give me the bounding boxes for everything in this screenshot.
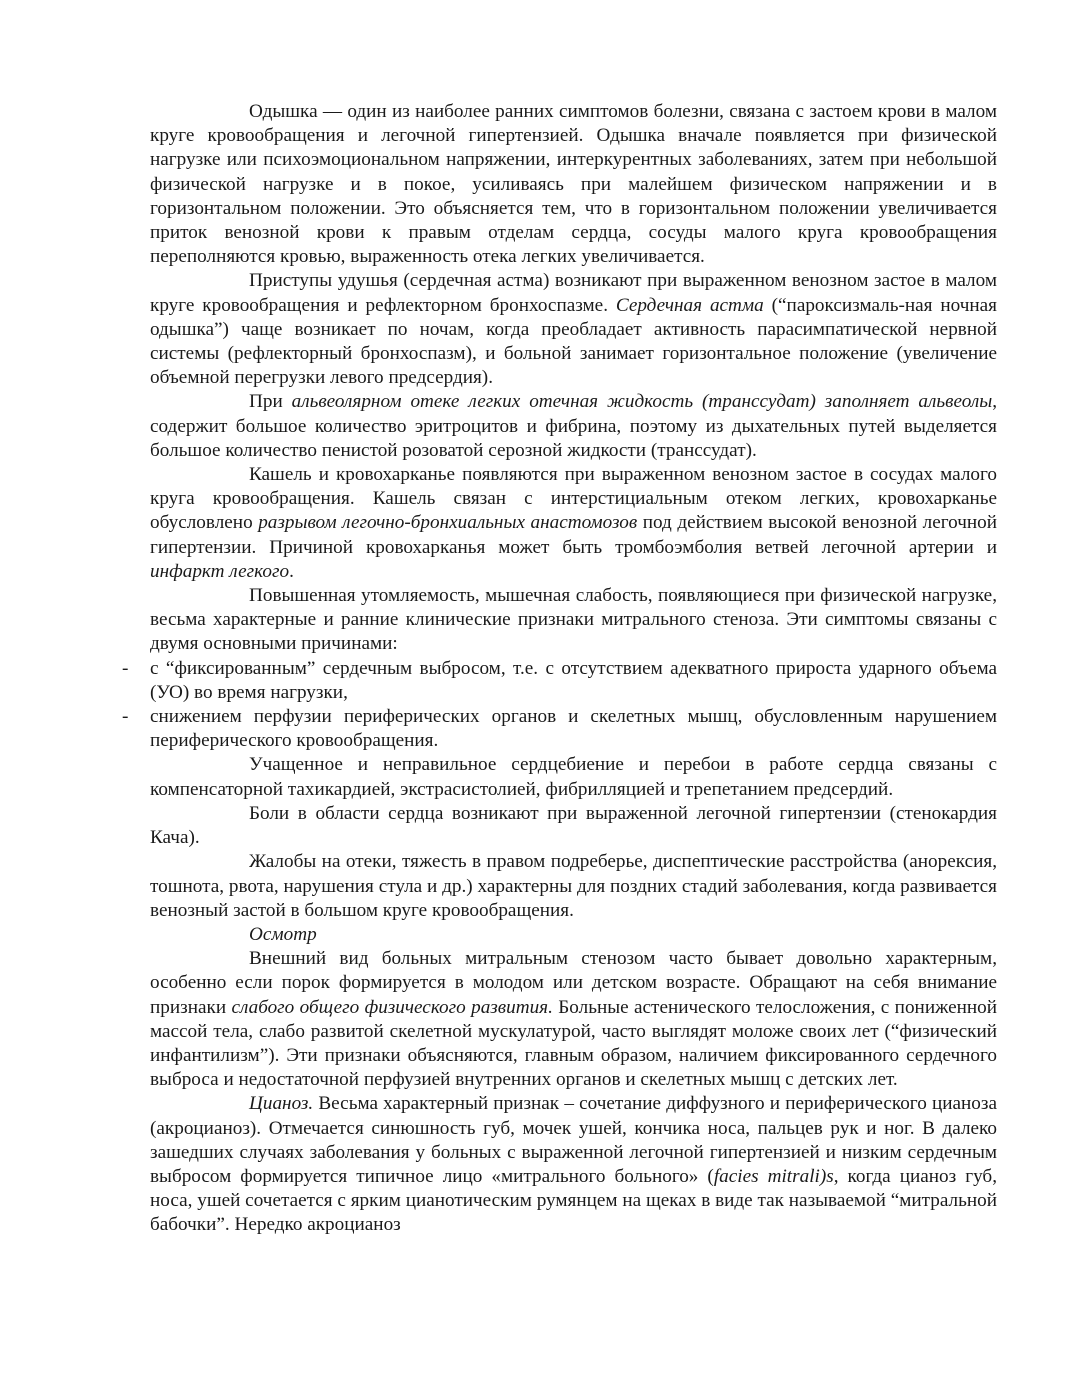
section-heading-osmotr	[150, 923, 997, 947]
paragraph-cardiac-asthma	[150, 269, 997, 390]
text-run: Внешний вид больных митральным стенозом часто бывает довольно характерным, особенно если порок формируется в молодом или детском возрасте. Обращают на себя внимание признаки	[150, 948, 997, 1018]
text-run: Кашель и кровохарканье появляются при выраженном венозном застое в сосудах малого круга кровообращения. Кашель связан с интерстициальным отеком легких, кровохарканье обусловлено	[150, 464, 997, 534]
italic-term: Цианоз.	[249, 1093, 314, 1115]
italic-term: слабого общего физического развития.	[231, 996, 553, 1018]
paragraph-fatigue	[150, 584, 997, 657]
paragraph-fatigue-text: Повышенная утомляемость, мышечная слабость, появляющиеся при физической нагрузке, весьма характерные и ранние клинические признаки митрального стеноза. Эти симптомы связаны с двумя основными причинами:	[150, 585, 997, 655]
list-item-text: с “фиксированным” сердечным выбросом, т.е. с отсутствием адекватного прироста ударного объема (УО) во время нагрузки,	[150, 657, 997, 703]
paragraph-alveolar-edema	[150, 390, 997, 463]
text-run: .	[289, 560, 294, 582]
bullet-dash: -	[122, 657, 129, 679]
list-item-text: снижением перфузии периферических органов и скелетных мышц, обусловленным нарушением периферического кровообращения.	[150, 706, 997, 752]
text-run: При	[249, 391, 292, 413]
italic-term: инфаркт легкого	[150, 560, 290, 582]
text-run: Приступы удушья (сердечная астма) возникают при выраженном венозном застое в малом круге кровообращения и рефлекторном бронхоспазме.	[150, 270, 997, 316]
text-run: Весьма характерный признак – сочетание диффузного и периферического цианоза (акроцианоз). Отмечается синюшность губ, мочек ушей, кончика носа, пальцев рук и ног. В далеко зашедших случаях заболевания у больных с выраженной легочной гипертензией и низким сердечным выбросом формируется типичное лицо «митрального больного» (	[150, 1093, 997, 1187]
text-run: , содержит большое количество эритроцитов и фибрина, поэтому из дыхательных путей выделяется большое количество пенистой розоватой серозной жидкости (транссудат).	[150, 391, 997, 461]
paragraph-cyanosis	[150, 1092, 997, 1237]
list-item	[122, 705, 997, 753]
paragraph-palpitations	[150, 753, 997, 801]
italic-term: Сердечная астма	[615, 294, 764, 316]
text-run: Больные астенического телосложения, с пониженной массой тела, слабо развитой скелетной мускулатурой, часто выглядят моложе своих лет (“физический инфантилизм”). Эти признаки объясняются, главным образом, наличием фиксированного сердечного выброса и недостаточной перфузией внутренних органов и скелетных мышц с детских лет.	[150, 996, 998, 1091]
paragraph-heart-pain	[150, 802, 997, 850]
text-run: (“пароксизмаль-ная ночная одышка”) чаще возникает по ночам, когда преобладает активность парасимпатической нервной системы (рефлекторный бронхоспазм), и больной занимает горизонтальное положение (увеличение объемной перегрузки левого предсердия).	[150, 294, 997, 389]
paragraph-dyspnea-text: Одышка — один из наиболее ранних симптомов болезни, связана с застоем крови в малом круге кровообращения и легочной гипертензией. Одышка вначале появляется при физической нагрузке или психоэмоциональном напряжении, интеркурентных заболеваниях, затем при небольшой физической нагрузке и в покое, усиливаясь при малейшем физическом напряжении и в горизонтальном положении. Это объясняется тем, что в горизонтальном положении увеличивается приток венозной крови к правым отделам сердца, сосуды малого круга кровообращения переполняются кровью, выраженность отека легких увеличивается.	[150, 101, 997, 268]
paragraph-dyspnea	[150, 100, 997, 269]
section-heading-text: Осмотр	[249, 923, 317, 945]
bullet-dash: -	[122, 706, 129, 728]
paragraph-cough-hemoptysis	[150, 463, 997, 584]
document-page	[122, 100, 998, 1238]
paragraph-appearance	[150, 947, 997, 1092]
list-item	[122, 657, 997, 705]
italic-term: facies mitrali)s	[713, 1165, 834, 1187]
text-run: , когда цианоз губ, носа, ушей сочетается с ярким цианотическим румянцем на щеках в виде так называемой “митральной бабочки”. Нередко акроцианоз	[150, 1165, 997, 1236]
paragraph-heart-pain-text: Боли в области сердца возникают при выраженной легочной гипертензии (стенокардия Кача).	[150, 802, 997, 849]
paragraph-edema-complaints-text: Жалобы на отеки, тяжесть в правом подреберье, диспептические расстройства (анорексия, тошнота, рвота, нарушения стула и др.) характерны для поздних стадий заболевания, когда развивается венозный застой в большом круге кровообращения.	[150, 851, 997, 921]
italic-term: альвеолярном отеке легких отечная жидкость (транссудат) заполняет альвеолы	[291, 391, 993, 413]
text-run: под действием высокой венозной легочной гипертензии. Причиной кровохарканья может быть тромбоэмболия ветвей легочной артерии и	[150, 512, 997, 558]
paragraph-edema-complaints	[150, 850, 997, 923]
italic-term: разрывом легочно-бронхиальных анастомозов	[258, 512, 638, 534]
paragraph-palpitations-text: Учащенное и неправильное сердцебиение и перебои в работе сердца связаны с компенсаторной тахикардией, экстрасистолией, фибрилляцией и трепетанием предсердий.	[150, 754, 997, 800]
